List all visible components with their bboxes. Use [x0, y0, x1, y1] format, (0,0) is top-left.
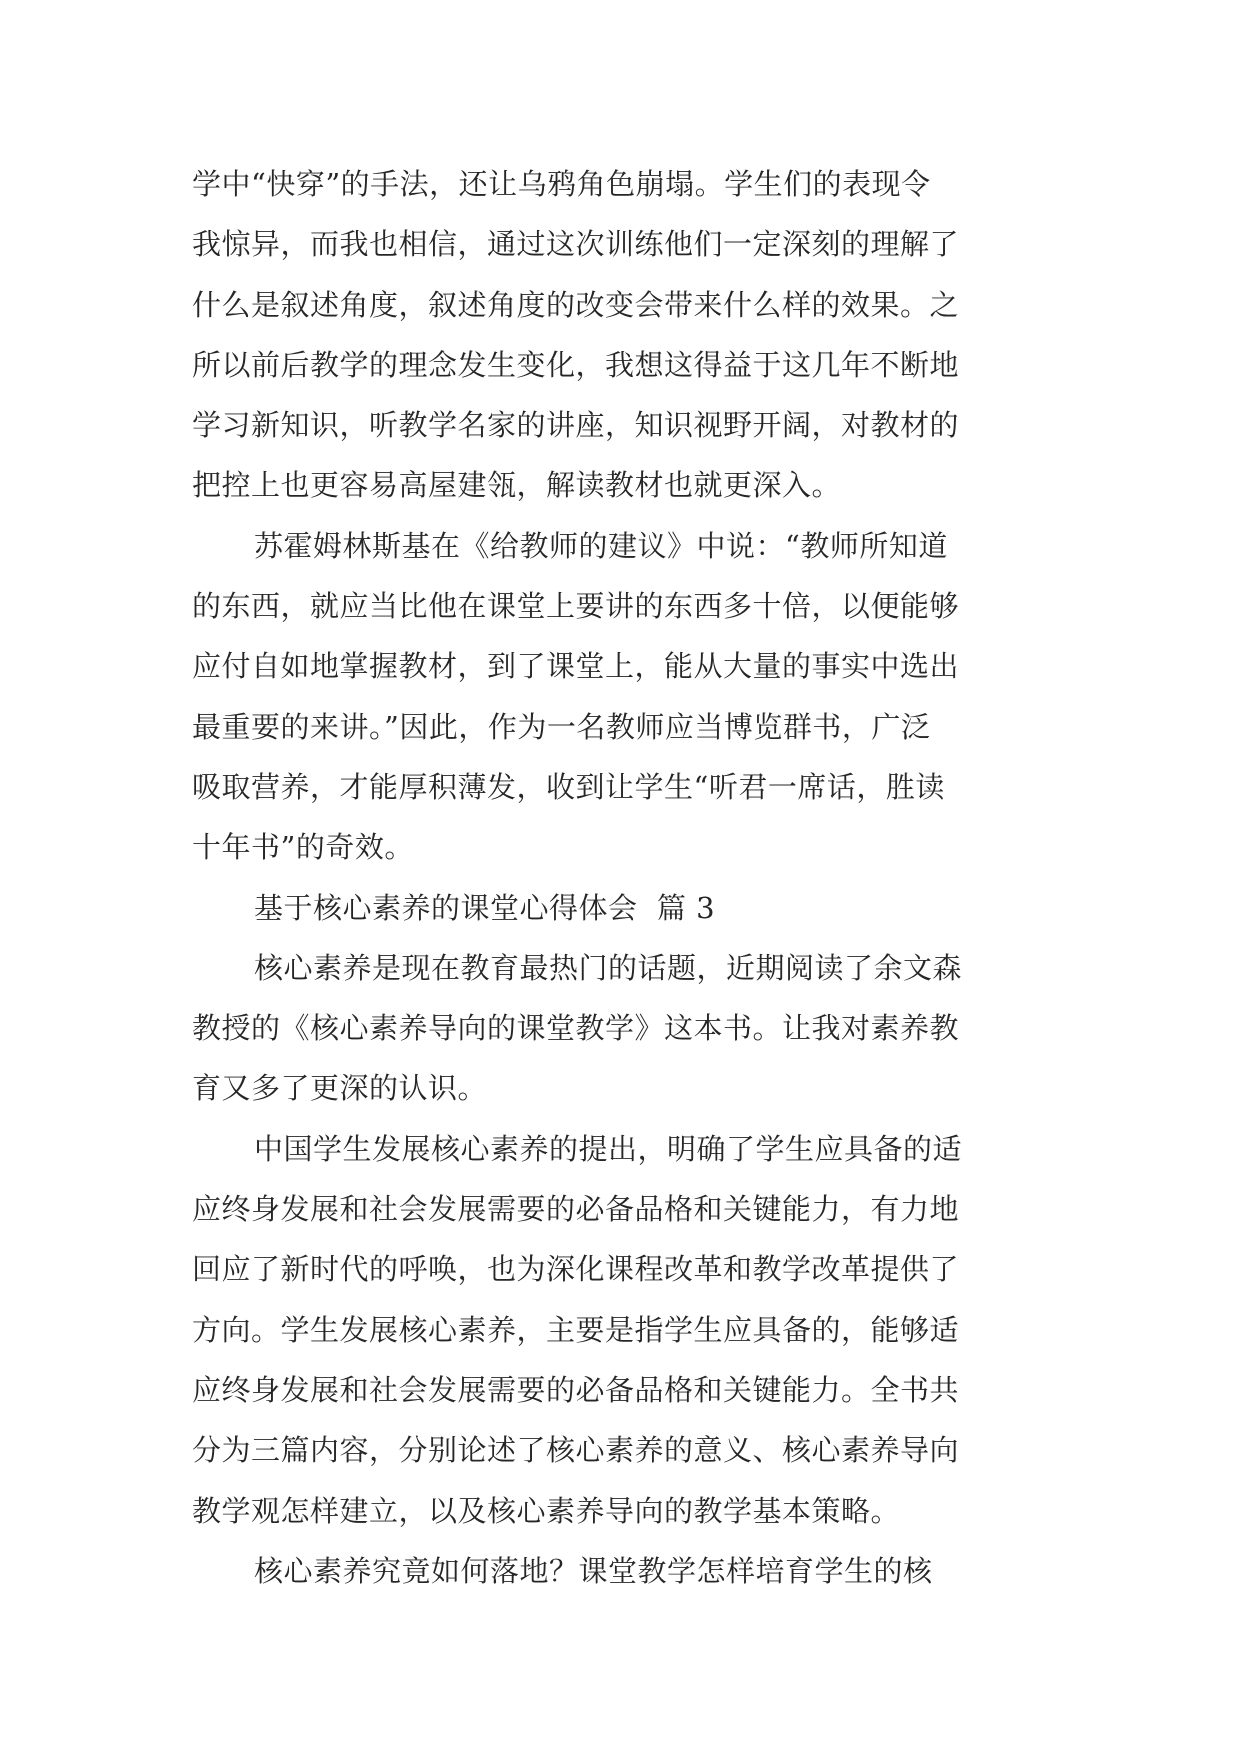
text-line: 育又多了更深的认识。	[192, 1071, 488, 1106]
section-heading	[192, 878, 1062, 938]
text-line: 学习新知识，听教学名家的讲座，知识视野开阔，对教材的	[192, 408, 960, 443]
text-line: 什么是叙述角度，叙述角度的改变会带来什么样的效果。之	[192, 287, 960, 322]
text-line: 中国学生发展核心素养的提出，明确了学生应具备的适	[254, 1131, 963, 1166]
text-line: 吸取营养，才能厚积薄发，收到让学生“听君一席话，胜读	[192, 769, 945, 804]
text-line: 学中“快穿”的手法，还让乌鸦角色崩塌。学生们的表现令	[192, 167, 931, 201]
text-line: 苏霍姆林斯基在《给教师的建议》中说：“教师所知道	[254, 528, 948, 563]
text-line: 我惊异，而我也相信，通过这次训练他们一定深刻的理解了	[192, 227, 960, 262]
text-line: 应付自如地掌握教材，到了课堂上，能从大量的事实中选出	[192, 649, 960, 684]
text-line: 核心素养究竟如何落地？课堂教学怎样培育学生的核	[254, 1553, 933, 1588]
text-line: 十年书”的奇效。	[192, 830, 414, 865]
text-line: 所以前后教学的理念发生变化，我想这得益于这几年不断地	[192, 347, 960, 382]
section-title: 基于核心素养的课堂心得体会 篇 3	[254, 890, 716, 925]
text-line: 应终身发展和社会发展需要的必备品格和关键能力，有力地	[192, 1192, 960, 1227]
text-line: 方向。学生发展核心素养，主要是指学生应具备的，能够适	[192, 1312, 960, 1347]
text-line: 回应了新时代的呼唤，也为深化课程改革和教学改革提供了	[192, 1252, 960, 1287]
text-line: 的东西，就应当比他在课堂上要讲的东西多十倍，以便能够	[192, 589, 960, 624]
text-line: 把控上也更容易高屋建瓴，解读教材也就更深入。	[192, 468, 842, 503]
paragraph-narrative-angle	[192, 154, 1062, 516]
text-line: 最重要的来讲。”因此，作为一名教师应当博览群书，广泛	[192, 709, 931, 744]
text-line: 分为三篇内容，分别论述了核心素养的意义、核心素养导向	[192, 1433, 960, 1468]
paragraph-sukhomlinsky-quote	[192, 516, 1062, 878]
document-body	[192, 154, 1062, 1601]
text-line: 教学观怎样建立，以及核心素养导向的教学基本策略。	[192, 1493, 901, 1528]
text-line: 应终身发展和社会发展需要的必备品格和关键能力。全书共	[192, 1372, 960, 1407]
paragraph-core-literacy-intro	[192, 938, 1062, 1119]
paragraph-core-literacy-question	[192, 1541, 1062, 1601]
text-line: 教授的《核心素养导向的课堂教学》这本书。让我对素养教	[192, 1011, 960, 1046]
paragraph-core-literacy-definition	[192, 1119, 1062, 1541]
text-line: 核心素养是现在教育最热门的话题，近期阅读了余文森	[254, 950, 963, 985]
